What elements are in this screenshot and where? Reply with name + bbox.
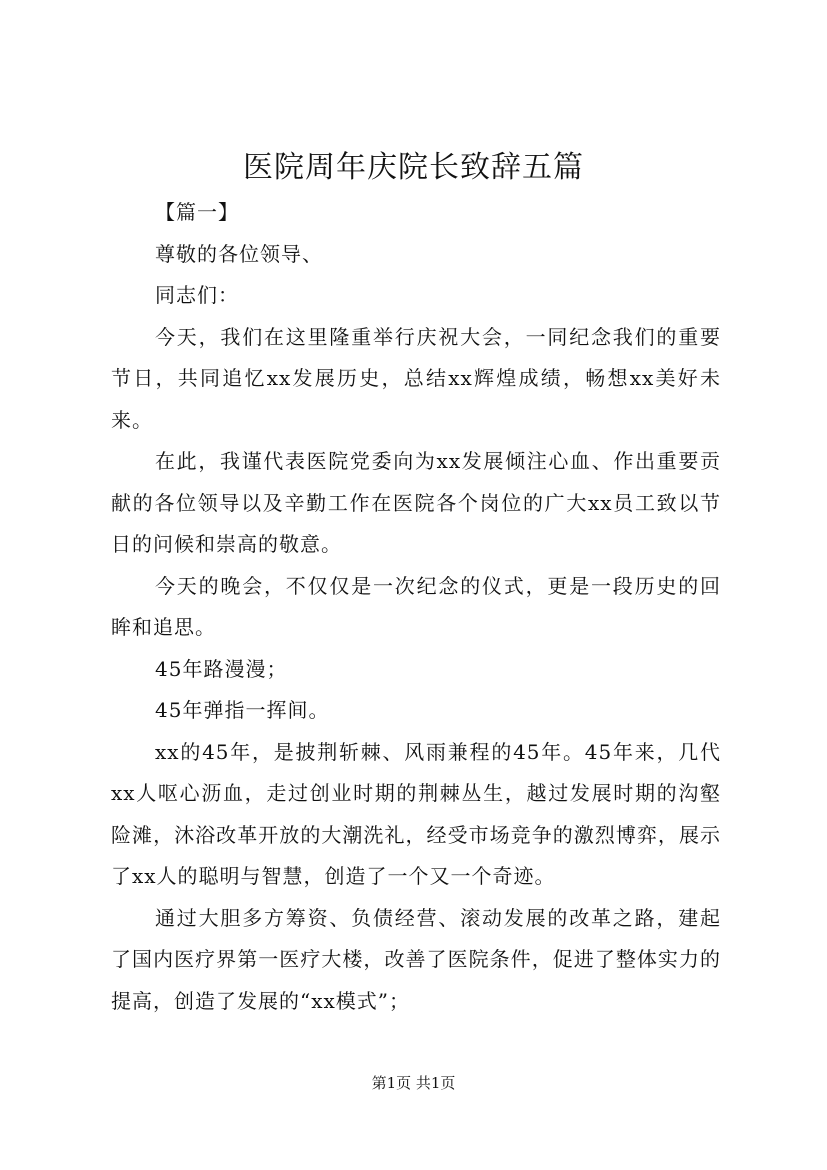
page-footer: 第1页 共1页 xyxy=(371,1074,456,1092)
section-heading: 【篇一】 xyxy=(155,200,239,224)
document-body xyxy=(111,192,721,1022)
salutation-line-1: 尊敬的各位领导、 xyxy=(155,241,323,266)
salutation-line-2: 同志们： xyxy=(155,283,239,307)
body-paragraph: xx的45年，是披荆斩棘、风雨兼程的45年。45年来，几代xx人呕心沥血，走过创业时期的荆棘丛生，越过发展时期的沟壑险滩，沐浴改革开放的大潮洗礼，经受市场竞争的激烈博弈，展示了xx人的聪明与智慧，创造了一个又一个奇迹。 xyxy=(111,739,721,888)
body-paragraph: 45年弹指一挥间。 xyxy=(155,698,330,722)
body-paragraph: 今天，我们在这里隆重举行庆祝大会，一同纪念我们的重要节日，共同追忆xx发展历史，总结xx辉煌成绩，畅想xx美好未来。 xyxy=(111,324,721,432)
body-paragraph: 45年路漫漫； xyxy=(155,656,288,681)
body-paragraph: 在此，我谨代表医院党委向为xx发展倾注心血、作出重要贡献的各位领导以及辛勤工作在医院各个岗位的广大xx员工致以节日的问候和崇高的敬意。 xyxy=(111,449,721,556)
body-paragraph: 通过大胆多方筹资、负债经营、滚动发展的改革之路，建起了国内医疗界第一医疗大楼，改善了医院条件，促进了整体实力的提高，创造了发展的“xx模式”； xyxy=(111,905,721,1013)
body-paragraph: 今天的晚会，不仅仅是一次纪念的仪式，更是一段历史的回眸和追思。 xyxy=(111,573,721,639)
document-title: 医院周年庆院长致辞五篇 xyxy=(243,150,584,185)
